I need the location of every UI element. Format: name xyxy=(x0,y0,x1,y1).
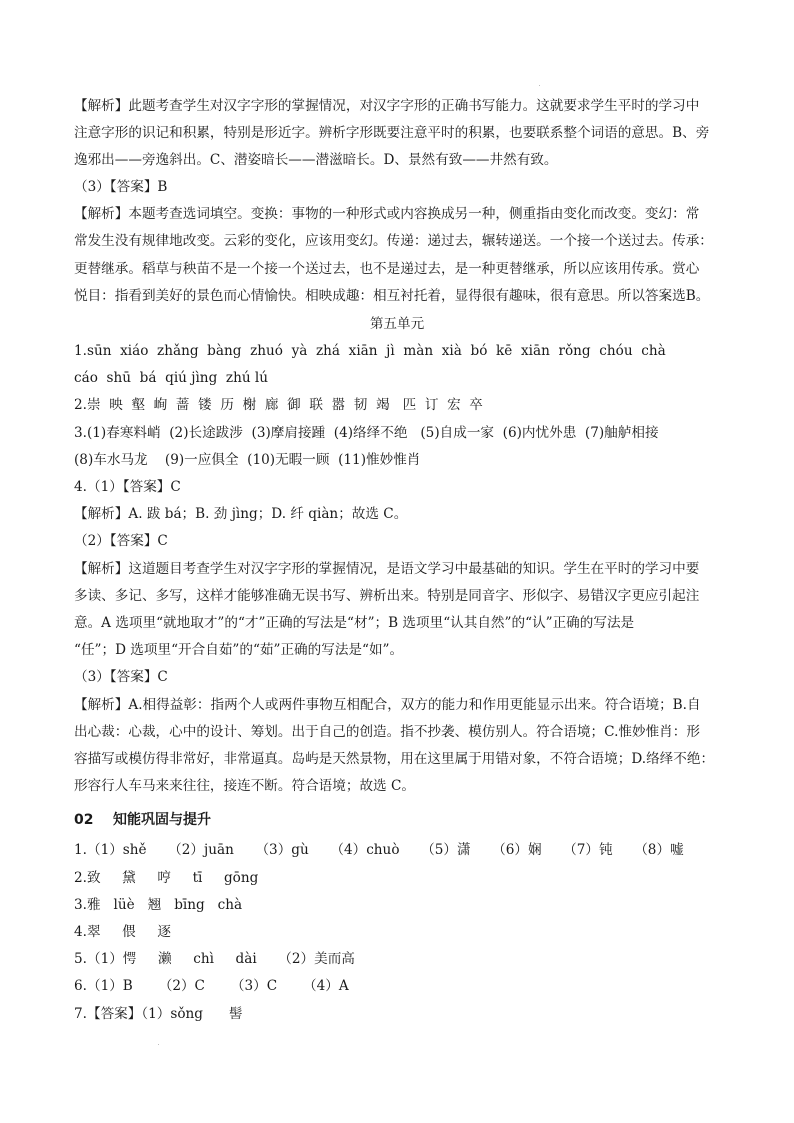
text-line: cáo shū bá qiú jìng zhú lú xyxy=(74,370,269,386)
text-line: 容描写或模仿得非常好，非常逼真。岛屿是天然景物，用在这里属于用错对象，不符合语境；D.络绎不绝： xyxy=(74,751,715,767)
answer-line: 4.（1）【答案】C xyxy=(74,479,181,495)
text-line: 形容行人车马来来往往，接连不断。符合语境；故选 C。 xyxy=(74,778,415,794)
answer-line: （3）【答案】B xyxy=(74,179,168,195)
section-heading: 02 知能巩固与提升 xyxy=(74,812,211,828)
answer-line: 7.【答案】（1）sǒng 髻 xyxy=(74,1006,243,1022)
text-line: 1.（1）shě （2）juān （3）gù （4）chuò （5）潇 （6）娴 （7）钝 （8）嘘 xyxy=(74,842,684,858)
text-line: 3.(1)春寒料峭 (2)长途跋涉 (3)摩肩接踵 (4)络绎不绝 (5)自成一家 (6)内忧外患 (7)舳舻相接 xyxy=(74,425,659,441)
scan-dot xyxy=(539,85,540,86)
answer-line: （2）【答案】C xyxy=(74,533,168,549)
text-line: 2.崇 映 壑 峋 蔷 镂 历 榭 廊 御 联 嚣 韧 竭 匹 订 宏 卒 xyxy=(74,397,483,413)
text-line: 逸邪出——旁逸斜出。C、潜姿暗长——潜滋暗长。D、景然有致——井然有致。 xyxy=(74,152,558,168)
text-line: 2.致 黛 哼 tī gōng xyxy=(74,870,259,886)
text-line: 3.雅 lüè 翘 bīng chà xyxy=(74,897,243,913)
text-line: 6.（1）B （2）C （3）C （4）A xyxy=(74,978,349,994)
text-line: 5.（1）愕 濑 chì dài （2）美而高 xyxy=(74,951,355,967)
text-line: 1.sūn xiáo zhǎng bàng zhuó yà zhá xiān jì màn xià bó kē xiān rǒng chóu chà xyxy=(74,343,666,359)
text-line: 意。A 选项里“就地取才”的“才”正确的写法是“材”；B 选项里“认其自然”的“认”正确的写法是 xyxy=(74,615,635,631)
text-line: 悦目：指看到美好的景色而心情愉快。相映成趣：相互衬托着，显得很有趣味，很有意思。所以答案选B。 xyxy=(74,288,710,304)
text-line: “任”；D 选项里“开合自茹”的“茹”正确的写法是“如”。 xyxy=(74,642,404,658)
scan-dot xyxy=(158,1044,159,1045)
text-line: 出心裁：心裁，心中的设计、筹划。出于自己的创造。指不抄袭、模仿别人。符合语境；C.惟妙惟肖：形 xyxy=(74,724,700,740)
text-line: 注意字形的识记和积累，特别是形近字。辨析字形既要注意平时的积累，也要联系整个词语的意思。B、旁 xyxy=(74,125,710,141)
unit-title: 第五单元 xyxy=(369,316,425,332)
text-line: 【解析】A. 跋 bá；B. 劲 jìng；D. 纤 qiàn；故选 C。 xyxy=(74,506,408,522)
text-line: 常发生没有规律地改变。云彩的变化，应该用变幻。传递：递过去，辗转递送。一个接一个送过去。传承： xyxy=(74,233,713,249)
answer-line: （3）【答案】C xyxy=(74,669,168,685)
text-line: 【解析】这道题目考查学生对汉字字形的掌握情况，是语文学习中最基础的知识。学生在平时的学习中要 xyxy=(74,561,700,577)
text-line: 【解析】A.相得益彰：指两个人或两件事物互相配合，双方的能力和作用更能显示出来。符合语境；B.自 xyxy=(74,697,701,713)
text-line: (8)车水马龙 (9)一应俱全 (10)无暇一顾 (11)惟妙惟肖 xyxy=(74,452,421,468)
text-line: 多读、多记、多写，这样才能够准确无误书写、辨析出来。特别是同音字、形似字、易错汉字更应引起注 xyxy=(74,588,700,604)
text-line: 更替继承。稻草与秧苗不是一个接一个送过去，也不是递过去，是一种更替继承，所以应该用传承。赏心 xyxy=(74,261,700,277)
text-line: 【解析】此题考查学生对汉字字形的掌握情况，对汉字字形的正确书写能力。这就要求学生平时的学习中 xyxy=(74,98,700,114)
text-line: 4.翠 偎 逐 xyxy=(74,924,171,940)
text-line: 【解析】本题考查选词填空。变换：事物的一种形式或内容换成另一种，侧重指由变化而改变。变幻：常 xyxy=(74,206,700,222)
